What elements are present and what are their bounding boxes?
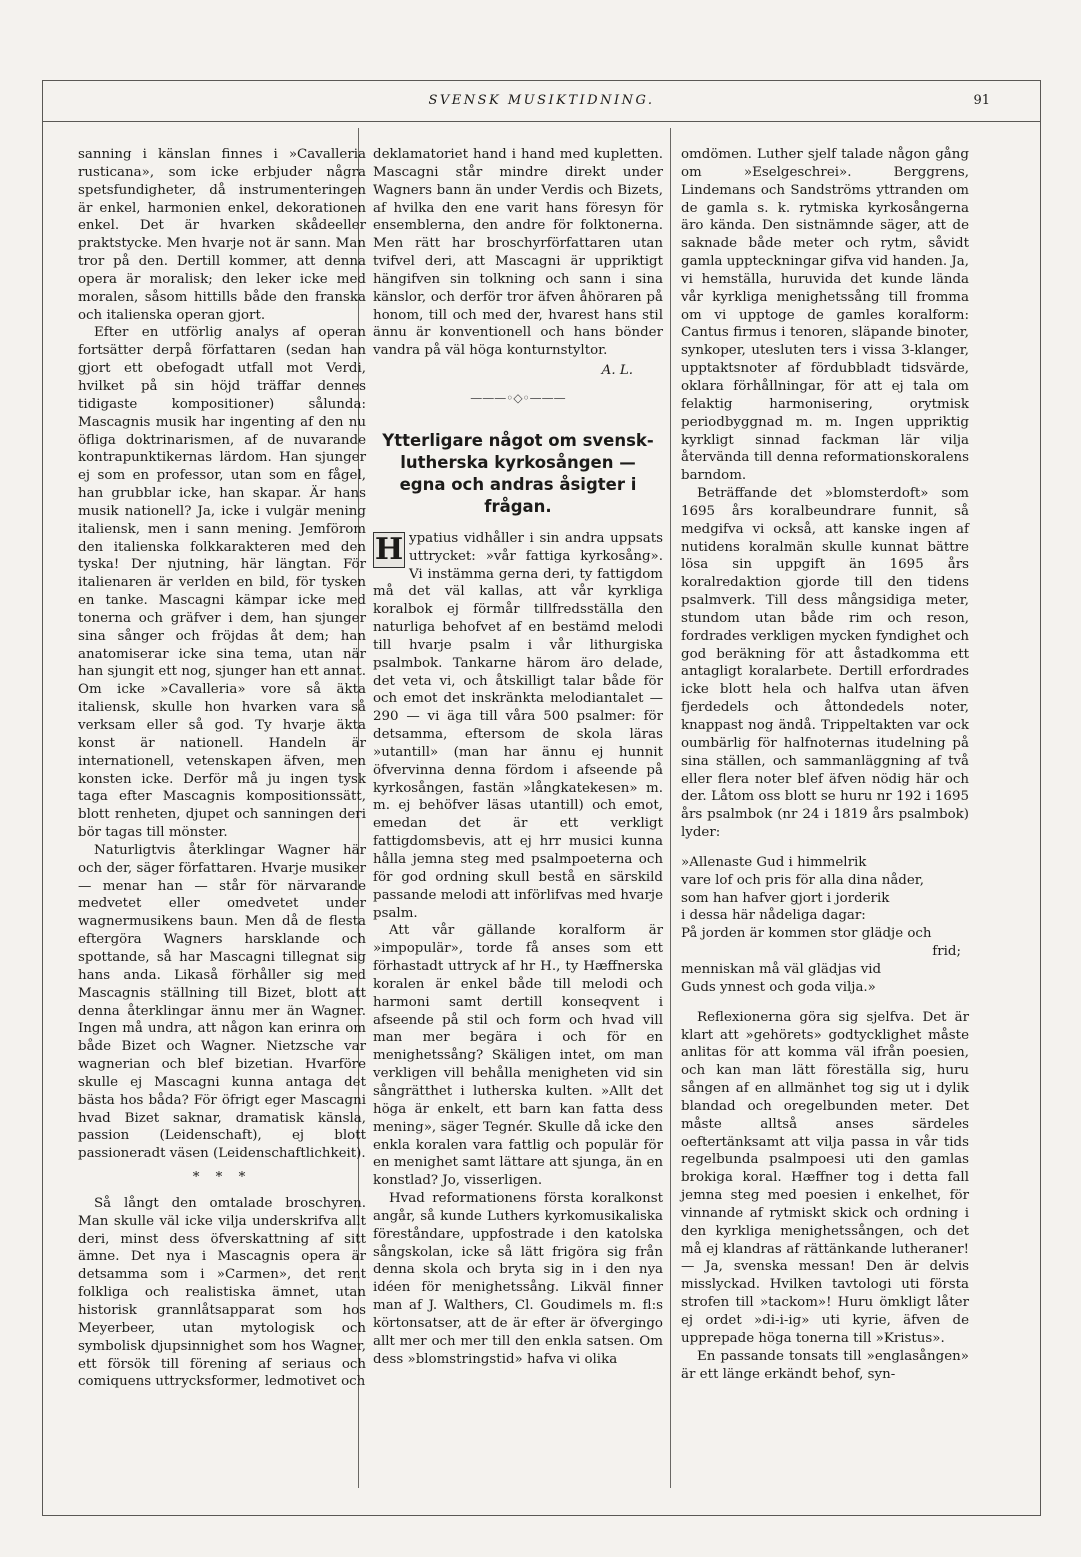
column-1 [78,146,366,1391]
column-2 [373,146,663,1368]
paragraph: Så långt den omtalade broschyren. Man skulle väl icke vilja underskrifva allt deri, minst dess öfverskattning af sitt ämne. Det nya i Mascagnis opera är detsamma som i »Carmen», det rent folkliga och realistiska ämnet, utan historisk grannlåtsapparat som hos Meyerbeer, utan mytologisk och symbolisk djupsinnighet som hos Wagner, ett försök till förening af seriaus och comiquens uttrycksformer, ledmotivet och [78,1195,366,1390]
drop-cap: H [374,531,404,567]
author-signature: A. L. [601,363,633,379]
paragraph: Naturligtvis återklingar Wagner här och der, säger författaren. Hvarje musiker — menar han — står för närvarande medvetet eller omedvetet under wagnermusikens baun. Men då de flesta eftergöra Wagners harsklande och spottande, så har Mascagni tillegnat sig hans anda. Likaså förhåller sig med Mascagnis ställning till Bizet, blott att denna återklingar ännu mer än Wagner. Ingen må undra, att någon kan erinra om både Bizet och Wagner. Nietzsche var wagnerian och blef bizetian. Hvarföre skulle ej Mascagni kunna antaga det bästa hos båda? För öfrigt eger Mascagni hvad Bizet saknar, dramatisk känsla, passion (Leidenschaft), ej blott passioneradt väsen (Leidenschaftlichkeit). [78,842,366,1162]
page-number: 91 [973,93,990,108]
page-frame [42,80,1041,1516]
ornament-divider: ———◦◇◦——— [470,390,566,405]
paragraph: omdömen. Luther sjelf talade någon gång om »Eselgeschrei». Berggrens, Lindemans och Sandströms yttranden om de gamla s. k. rytmiska kyrkosångerna äro kända. Den sistnämnde säger, att de saknade både meter och rytm, såvidt gamla uppteckningar gifva vid handen. Ja, vi hemställa, huruvida det kunde lända vår kyrkliga menighetssång till fromma om vi upptoge de gamles koralform: Cantus firmus i tenoren, släpande binoter, synkoper, utesluten ters i vissa 3-klanger, upptaktsnoter af fördubbladt tidsvärde, oklara förhållningar, för att ej tala om felaktig harmonisering, orytmisk periodbyggnad m. m. Ingen uppriktig kyrkligt sinnad fackman lär vilja återvända till denna reformationskoralens barndom. [681,147,969,484]
poem-line: frid; [932,944,961,960]
paragraph: Hvad reformationens första koralkonst angår, så kunde Luthers kyrkomusikaliska föreståndare, uppfostrade i den katolska sångskolan, icke så lätt frigöra sig från denna skola och bryta sig in i den nya idéen för menighetssång. Likväl finner man af J. Walthers, Cl. Goudimels m. fl:s körtonsatser, att de är efter är öfvergingo allt mer och mer till den enkla satsen. Om dess »blomstringstid» hafva vi olika [373,1191,663,1367]
paragraph: En passande tonsats till »englasången» är ett länge erkändt behof, syn- [681,1348,969,1382]
paragraph: deklamatoriet hand i hand med kupletten. Mascagni står mindre direkt under Wagners bann än under Verdis och Bizets, af hvilka den ene varit hans föresyn för ensemblerna, den andre för folktonerna. Men rätt har broschyrförfattaren utan tvifvel deri, att Mascagni är uppriktigt hängifven sin tolkning och sann i sina känslor, och derför tror äfven åhöraren på honom, till och med der, hvarest hans stil ännu är konventionell och hans bönder vandra på väl höga konturnstyltor. [373,147,663,359]
paragraph: Beträffande det »blomsterdoft» som 1695 års koralbeundrare funnit, så medgifva vi också, att kanske ingen af nutidens koralmän skulle kunnat bättre lösa sin uppgift än 1695 års koralredaktion gjorde till den tidens psalmverk. Till dess mångsidiga meter, stundom utan både rim och reson, fordrades verkligen mycken fyndighet och god beräkning för att åstadkomma ett antagligt koralarbete. Dertill erfordrades icke blott hela och halfva utan äfven fjerdedels och åttondedels noter, knappast nog ändå. Trippeltakten var ock oumbärlig för halfnoternas itudelning på sina ställen, och sammanläggning af två eller flera noter blef äfven nödig här och der. Låtom oss blott se huru nr 192 i 1695 års psalmbok (nr 24 i 1819 års psalmbok) lyder: [681,486,969,841]
poem-line: som han hafver gjort i jorderik [681,890,890,906]
paragraph-text: ypatius vidhåller i sin andra uppsats uttrycket: »vår fattiga kyrkosång». Vi instämma gerna deri, ty fattigdom må det väl kallas, att vår kyrkliga koralbok ej förmår tillfredsställa den naturliga behofvet af en bestämd melodi till hvarje psalm i vår lithurgiska psalmbok. Tankarne härom äro delade, det veta vi, och åtskilligt talar både för och emot det inskränkta melodiantalet — 290 — vi äga till våra 500 psalmer: för detsamma, eftersom de skola läras »utantill» (man har ännu ej hunnit öfvervinna denna fördom i afseende på kyrkosången, fastän »långkatekesen» m. m. ej behöfver läsas utantill) och emot, emedan det är ett verkligt fattigdomsbevis, att ej hrr musici kunna hålla jemna steg med psalmpoeterna och för god ordning skull bestå en särskild passande melodi att införlifvas med hvarje psalm. [373,530,663,921]
paragraph: sanning i känslan finnes i »Cavalleria rusticana», som icke erbjuder några spetsfundigheter, då instrumenteringen är enkel, harmonien enkel, dekorationen enkel. Det är hvarken skådeeller praktstycke. Men hvarje not är sann. Man tror på den. Dertill kommer, att denna opera är moralisk; den leker icke med moralen, såsom hittills både den franska och italienska operan gjort. [78,147,366,323]
column-3 [681,146,969,1383]
article-title: Ytterligare något om svensk-lutherska kyrkosången — egna och andras åsigter i frågan. [382,430,654,516]
paragraph: Efter en utförlig analys af operan fortsätter derpå författaren (sedan han gjort ett obefogadt utfall mot Verdi, hvilket på sin höjd träffar dennes tidigaste kompositioner) sålunda: Mascagnis musik har ingenting af den nu öfliga doktrinarismen, af de nuvarande kontrapunktikernas lärdom. Han sjunger ej som en professor, utan som en fågel, han grubblar icke, han skapar. Är hans musik nationell? Ja, icke i vulgär mening italiensk, men i sann mening. Jemförom den italienska folkkarakteren med den tyska! Der njutning, här längtan. För italienaren är verlden en bild, för tysken en tanke. Mascagni kämpar icke med tonerna och gräfver i dem, han sjunger sina sånger och fröjdas åt dem; han anatomiserar icke sina tema, utan när han sjungit ett nog, sjunger han ett annat. Om icke »Cavalleria» vore så äkta italiensk, skulle hon hvarken vara så verksam eller så god. Ty hvarje äkta konst är nationell. Handeln är internationell, vetenskapen äfven, men konsten icke. Derför må ju ingen tysk taga efter Mascagnis kompositionssätt, blott renheten, djupet och sanningen deri bör tagas till mönster. [78,325,366,841]
paragraph: Reflexionerna göra sig sjelfva. Det är klart att »gehörets» godtycklighet måste anlitas för att komma väl ifrån poesien, och kan man lätt föreställa sig, huru sången af en allmänhet tog sig ut i dylik blandad och oregelbunden meter. Det måste alltså anses särdeles oeftertänksamt att vilja passa in vår tids regelbunda psalmpoesi uti den gamlas brokiga koral. Hæffner tog i detta fall jemna steg med poesien i enkelhet, för vinnande af rytmiskt skick och ordning i den kyrkliga menighetssången, och det må ej klandras af rättänkande lutheraner! — Ja, svenska messan! Den är delvis misslyckad. Hvilken tavtologi uti första strofen till »tackom»! Huru ömkligt låter ej ordet »di-i-ig» uti kyrie, äfven de upprepade höga tonerna till »Kristus». [681,1009,969,1346]
poem-line: På jorden är kommen stor glädje och [681,926,932,942]
poem-line: »Allenaste Gud i himmelrik [681,854,867,870]
section-separator: * * * [192,1170,252,1186]
column-divider-2 [670,128,671,1488]
paragraph: Att vår gällande koralform är »impopulär», torde få anses som ett förhastadt uttryck af hr H., ty Hæffnerska koralen är enkel både till melodi och harmoni samt dertill konseqvent i afseende på stil och form och hvad vill man mer begära i och för en menighetssång? Skäligen intet, om man verkligen vill behålla menigheten vid sin sångrätthet i lutherska kulten. »Allt det höga är enkelt, ett barn kan fatta dess mening», säger Tegnér. Skulle då icke den enkla koralen vara fattlig och populär för en menighet samt lättare att sjunga, än en konstlad? Jo, visserligen. [373,923,663,1189]
poem-line: i dessa här nådeliga dagar: [681,908,866,924]
poem-line: menniskan må väl glädjas vid [681,961,882,977]
poem-line: Guds ynnest och goda vilja.» [681,979,876,995]
hymn-quote [681,854,969,997]
masthead: SVENSK MUSIKTIDNING. [428,93,655,108]
poem-line: vare lof och pris för alla dina nåder, [681,872,924,888]
page-header [43,81,1040,122]
paragraph [373,530,663,923]
